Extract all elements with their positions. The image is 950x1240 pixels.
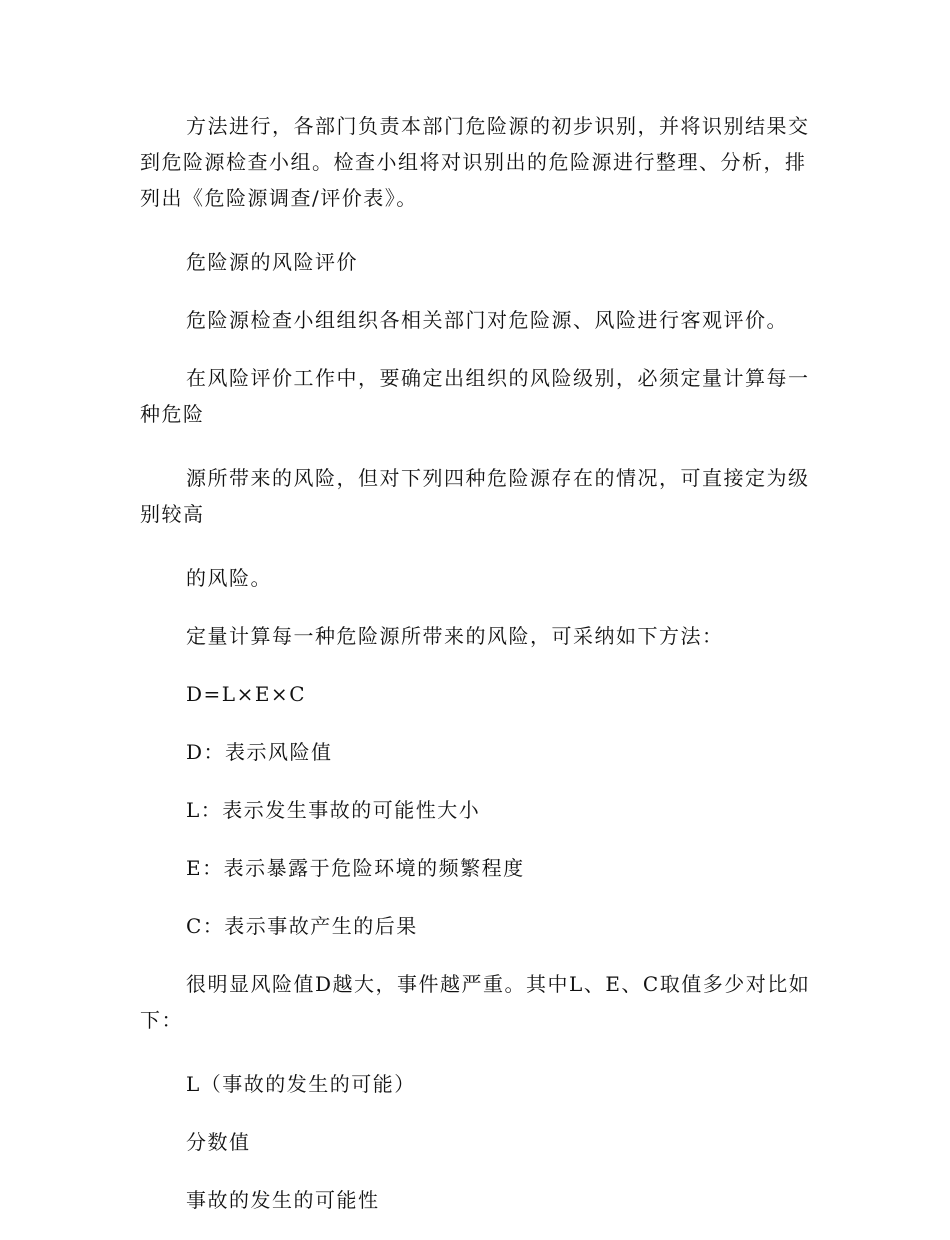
paragraph-risk-high: 的风险。 [186, 566, 272, 590]
column-possibility: 事故的发生的可能性 [186, 1188, 380, 1212]
paragraph-comparison: 很明显风险值D越大，事件越严重。其中L、E、C取值多少对比如下： [140, 972, 811, 1032]
paragraph-risk-source: 源所带来的风险，但对下列四种危险源存在的情况，可直接定为级别较高 [140, 466, 810, 526]
table-title-l: L（事故的发生的可能） [186, 1072, 416, 1096]
definition-d: D：表示风险值 [186, 740, 333, 764]
definition-l: L：表示发生事故的可能性大小 [186, 798, 481, 822]
paragraph-risk-level: 在风险评价工作中，要确定出组织的风险级别，必须定量计算每一种危险 [140, 366, 810, 426]
document-body [140, 108, 820, 1240]
heading-risk-evaluation: 危险源的风险评价 [186, 250, 358, 274]
column-score: 分数值 [186, 1130, 251, 1154]
definition-e: E：表示暴露于危险环境的频繁程度 [186, 856, 525, 880]
paragraph-method: 方法进行，各部门负责本部门危险源的初步识别，并将识别结果交到危险源检查小组。检查小组将对识别出的危险源进行整理、分析，排列出《危险源调查/评价表》。 [140, 114, 810, 210]
formula: D=L×E×C [186, 682, 306, 706]
paragraph-calc-method: 定量计算每一种危险源所带来的风险，可采纳如下方法： [186, 624, 724, 648]
paragraph-evaluation-organize: 危险源检查小组组织各相关部门对危险源、风险进行客观评价。 [186, 308, 788, 332]
definition-c: C：表示事故产生的后果 [186, 914, 418, 938]
